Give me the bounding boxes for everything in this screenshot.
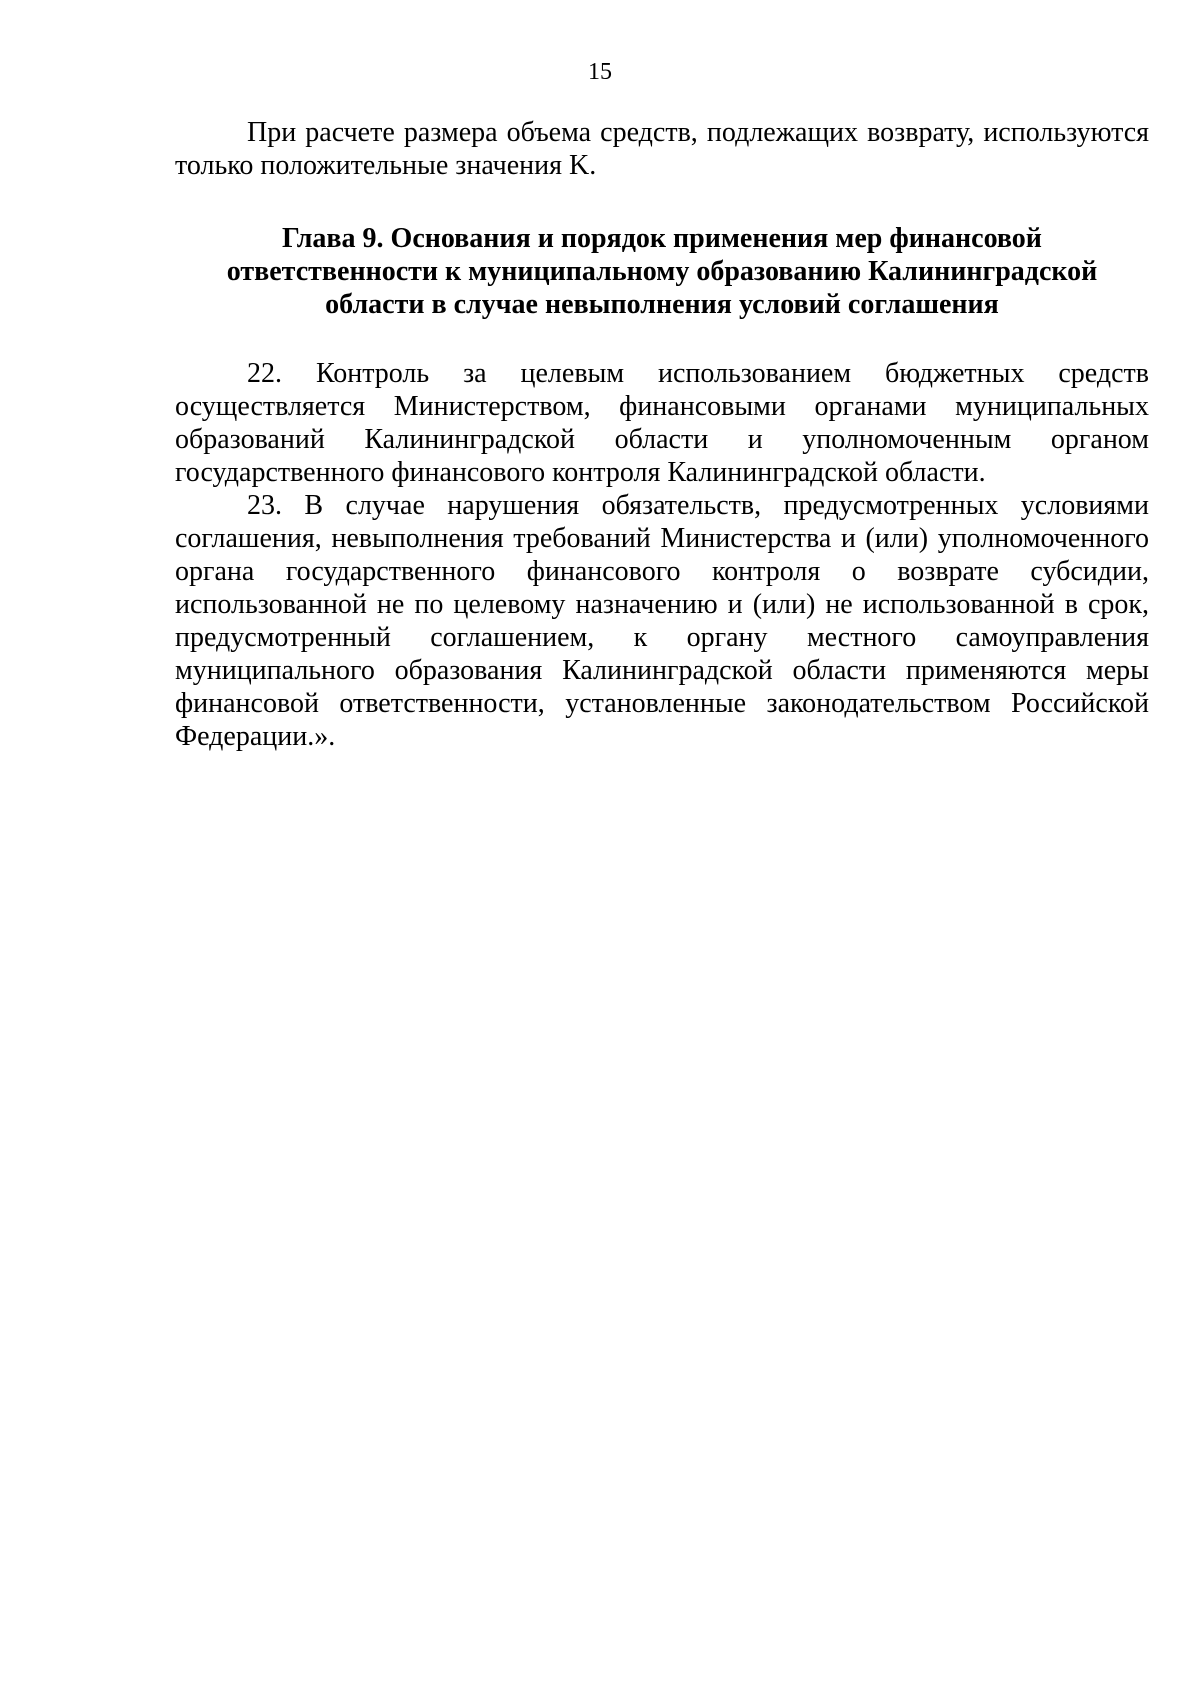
chapter-heading-line-3: области в случае невыполнения условий соглашения [325, 289, 999, 320]
chapter-heading-line-1: Глава 9. Основания и порядок применения мер финансовой [282, 223, 1042, 254]
document-body [175, 116, 1149, 753]
intro-paragraph: При расчете размера объема средств, подлежащих возврату, используются только положительные значения K. [175, 117, 1149, 181]
paragraph-23: 23. В случае нарушения обязательств, предусмотренных условиями соглашения, невыполнения требований Министерства и (или) уполномоченного органа государственного финансового контроля о возврате субсидии, использованной не по целевому назначению и (или) не использованной в срок, предусмотренный соглашением, к органу местного самоуправления муниципального образования Калининградской области применяются меры финансовой ответственности, установленные законодательством Российской Федерации.». [175, 490, 1149, 752]
paragraph-22: 22. Контроль за целевым использованием бюджетных средств осуществляется Министерством, финансовыми органами муниципальных образований Калининградской области и уполномоченным органом государственного финансового контроля Калининградской области. [175, 358, 1149, 488]
page-number: 15 [588, 59, 612, 85]
chapter-heading-line-2: ответственности к муниципальному образованию Калининградской [226, 256, 1098, 287]
chapter-heading [175, 222, 1149, 321]
